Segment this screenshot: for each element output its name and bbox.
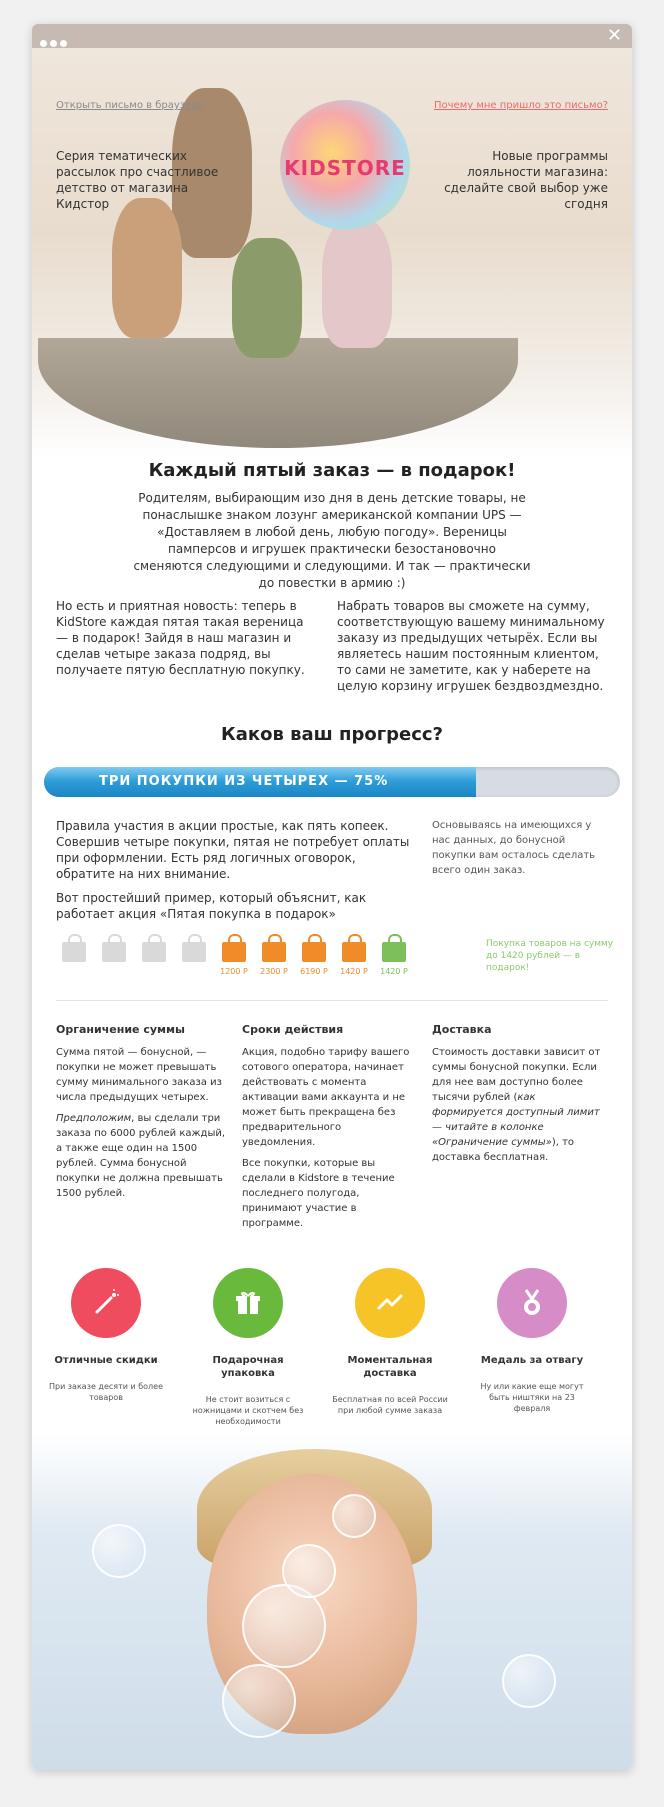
info-title: Сроки действия	[242, 1023, 344, 1036]
medal-icon	[497, 1268, 567, 1338]
feature-title: Отличные скидки	[54, 1355, 158, 1366]
shopping-bag-icon	[220, 934, 248, 976]
shopping-bag-icon	[260, 934, 288, 976]
text-column-right: Набрать товаров вы сможете на сумму, соответствующую вашему минимальному заказу из предыдущих четырёх. Если вы являетесь нашим постоянным клиентом, то сами не заметите, как у наберете на целую корзину игрушек бездвоздмездно.	[337, 599, 605, 693]
child-figure	[322, 218, 392, 348]
bubble-decoration	[222, 1664, 296, 1738]
intro-text: Родителям, выбирающим изо дня в день детские товары, не понаслышке знаком лозунг американской компании UPS — «Доставляем в любой день, любую погоду». Вереницы памперсов и игрушек практически безостановочно сменяются следующими и следующими. И так — практически до повестки в армию :)	[133, 491, 531, 590]
feature-gift-wrap	[188, 1268, 308, 1427]
bag-body	[302, 942, 326, 962]
info-column-terms	[242, 1022, 412, 1237]
bag-body	[142, 942, 166, 962]
email-window	[32, 24, 632, 1770]
shopping-bag-icon	[100, 934, 128, 964]
info-paragraph: Сумма пятой — бонусной, — покупки не может превышать сумму минимального заказа из числа предыдущих четырех.	[56, 1047, 222, 1103]
feature-medal	[472, 1268, 592, 1414]
bag-price: 1420 Р	[340, 967, 368, 976]
info-title: Органичение суммы	[56, 1023, 185, 1036]
window-dot-icon	[40, 40, 47, 47]
feature-subtitle: При заказе десяти и более товаров	[48, 1382, 164, 1402]
info-paragraph	[432, 1045, 602, 1165]
hero-left-text: Серия тематических рассылок про счастливое детство от магазина Кидстор	[56, 149, 219, 211]
hero-banner	[32, 48, 632, 458]
rules-paragraph: Правила участия в акции простые, как пять копеек. Совершив четыре покупки, пятая не потребует оплаты при оформлении. Есть ряд логичных оговорок, обратите на них внимание.	[56, 819, 410, 881]
feature-subtitle: Ну или какие еще могут быть ништяки на 23 февраля	[480, 1382, 584, 1413]
main-title: Каждый пятый заказ — в подарок!	[148, 460, 516, 481]
bag-price: 2300 Р	[260, 967, 288, 976]
info-text: ), то доставка бесплатная.	[432, 1137, 575, 1163]
bag-body	[382, 942, 406, 962]
magic-wand-icon	[71, 1268, 141, 1338]
info-emphasis: Предположим	[56, 1113, 132, 1124]
bubble-decoration	[92, 1524, 146, 1578]
info-paragraph: Все покупки, которые вы сделали в Kidstore в течение последнего полугода, принимают участие в программе.	[242, 1158, 395, 1229]
why-received-link[interactable]: Почему мне пришло это письмо?	[434, 100, 608, 111]
bag-price: 1420 Р	[380, 967, 408, 976]
rules-text	[56, 818, 411, 930]
bubble-decoration	[332, 1494, 376, 1538]
bag-price: 1200 Р	[220, 967, 248, 976]
info-text: Стоимость доставки зависит от суммы бонусной покупки. Если для нее вам доступно более тысячи рублей (	[432, 1047, 601, 1103]
girl-bubbles-photo	[32, 1434, 632, 1770]
feature-title: Моментальная доставка	[347, 1355, 433, 1379]
progress-bar	[44, 767, 620, 797]
shopping-bag-icon	[140, 934, 168, 964]
rules-side-note: Основываясь на имеющихся у нас данных, до бонусной покупки вам осталось сделать всего один заказ.	[432, 820, 596, 876]
info-title: Доставка	[432, 1023, 492, 1036]
kidstore-logo: KIDSTORE	[284, 156, 406, 180]
bag-body	[62, 942, 86, 962]
info-text: , вы сделали три заказа по 6000 рублей каждый, а также еще один на 1500 рублей. Сумма бонусной покупки не должна превышать 1500 рублей.	[56, 1113, 226, 1199]
bag-body	[342, 942, 366, 962]
child-figure	[232, 238, 302, 358]
bubble-decoration	[282, 1544, 336, 1598]
child-figure	[112, 198, 182, 338]
feature-title: Медаль за отвагу	[480, 1355, 584, 1366]
progress-label: ТРИ ПОКУПКИ ИЗ ЧЕТЫРЕХ — 75%	[99, 774, 389, 789]
hero-right-text: Новые программы лояльности магазина: сделайте свой выбор уже сгодня	[444, 149, 608, 211]
gift-icon	[213, 1268, 283, 1338]
info-emphasis: как формируется доступный лимит — читайте в колонке «Ограничение суммы»	[432, 1092, 600, 1148]
shopping-bag-icon	[180, 934, 208, 964]
feature-delivery	[330, 1268, 450, 1416]
info-paragraph: Акция, подобно тарифу вашего сотового оператора, начинает действовать с момента активации вами аккаунта и не может быть прекращена без предварительного уведомления.	[242, 1047, 410, 1148]
bonus-note: Покупка товаров на сумму до 1420 рублей — в подарок!	[486, 939, 614, 973]
progress-title: Каков ваш прогресс?	[221, 724, 443, 745]
bag-price: 6190 Р	[300, 967, 328, 976]
shopping-bag-icon	[380, 934, 408, 976]
purchase-bags-row	[56, 934, 616, 984]
feature-subtitle: Бесплатная по всей России при любой сумме заказа	[332, 1395, 448, 1415]
bubble-decoration	[502, 1654, 556, 1708]
window-dot-icon	[60, 40, 67, 47]
lightning-icon	[355, 1268, 425, 1338]
bag-body	[222, 942, 246, 962]
shopping-bag-icon	[340, 934, 368, 976]
info-column-limit	[56, 1022, 226, 1207]
feature-subtitle: Не стоит возиться с ножницами и скотчем без необходимости	[192, 1395, 304, 1426]
section-divider	[56, 1000, 608, 1001]
window-dot-icon	[50, 40, 57, 47]
shopping-bag-icon	[300, 934, 328, 976]
bag-body	[182, 942, 206, 962]
text-column-left: Но есть и приятная новость: теперь в KidStore каждая пятая такая вереница — в подарок! Зайдя в наш магазин и сделав четыре заказа подряд, вы получаете пятую бесплатную покупку.	[56, 599, 305, 677]
info-paragraph	[56, 1111, 226, 1201]
close-icon[interactable]: ✕	[606, 25, 622, 46]
open-in-browser-link[interactable]: Открыть письмо в браузере	[56, 100, 204, 111]
window-titlebar	[32, 24, 632, 48]
info-column-delivery	[432, 1022, 602, 1171]
bag-body	[102, 942, 126, 962]
feature-title: Подарочная упаковка	[212, 1355, 284, 1379]
bag-body	[262, 942, 286, 962]
feature-discounts	[46, 1268, 166, 1403]
rules-paragraph: Вот простейший пример, который объяснит, как работает акция «Пятая покупка в подарок»	[56, 891, 367, 921]
shopping-bag-icon	[60, 934, 88, 964]
